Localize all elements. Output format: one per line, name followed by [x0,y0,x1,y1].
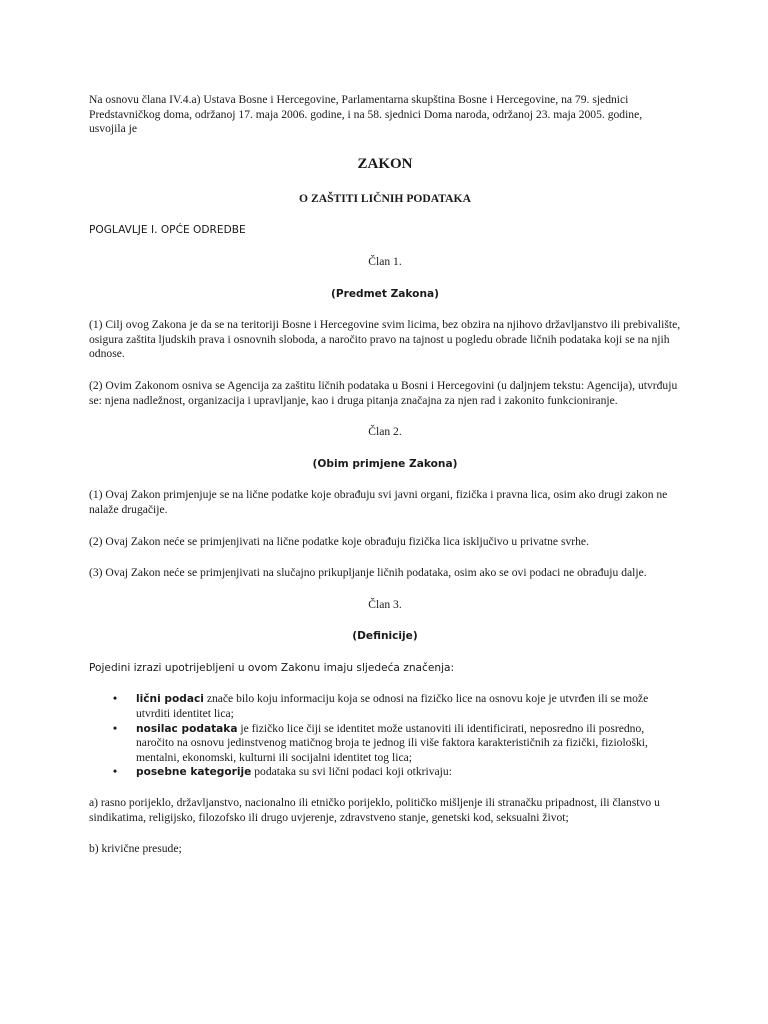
article-2-heading: (Obim primjene Zakona) [312,457,458,470]
article-2-paragraph-2: (2) Ovaj Zakon neće se primjenjivati na lične podatke koje obrađuju fizička lica isključivo u privatne svrhe. [89,534,589,548]
subitem-a: a) rasno porijeklo, državljanstvo, nacionalno ili etničko porijeklo, političko mišljenje ili stranačku pripadnost, ili članstvo u sindikatima, religijsko, filozofsko ili drugo uvjerenje, zdravstveno stanje, genetski kod, seksualni život; [89,796,660,824]
chapter-heading: POGLAVLJE I. OPĆE ODREDBE [89,224,246,237]
article-3-heading: (Definicije) [352,630,418,643]
document-page [89,93,681,874]
subitem-b: b) krivične presude; [89,842,182,856]
article-3-lead: Pojedini izrazi upotrijebljeni u ovom Zakonu imaju sljedeća značenja: [89,661,455,674]
article-1-number: Član 1. [368,254,402,268]
law-title: ZAKON [357,155,413,172]
article-1-paragraph-2: (2) Ovim Zakonom osniva se Agencija za zaštitu ličnih podataka u Bosni i Hercegovini (u daljnjem tekstu: Agencija), utvrđuju se: njena nadležnost, organizacija i upravljanje, kao i druga pitanja značajna za njen rad i zakonito funkcioniranje. [89,378,678,407]
definition-text: je fizičko lice čiji se identitet može ustanoviti ili identificirati, neposredno ili posredno, naročito na osnovu jedinstvenog matičnog broja te jednog ili više faktora karakterističnih za fizički, fiziološki, mentalni, ekonomski, kulturni ili socijalni identitet tog lica; [136,721,648,764]
definitions-list [89,692,681,780]
definition-term: posebne kategorije [136,766,252,779]
definition-term: lični podaci [136,693,204,706]
article-2-paragraph-3: (3) Ovaj Zakon neće se primjenjivati na slučajno prikupljanje ličnih podataka, osim ako se ovi podaci ne obrađuju dalje. [89,566,647,580]
definition-item [113,692,681,721]
intro-paragraph: Na osnovu člana IV.4.a) Ustava Bosne i Hercegovine, Parlamentarna skupština Bosne i Hercegovine, na 79. sjednici Predstavničkog doma, održanoj 17. maja 2006. godine, i na 58. sjednici Doma naroda, održanoj 23. maja 2005. godine, usvojila je [89,93,643,136]
bullet-icon: • [113,692,118,706]
article-1-paragraph-1: (1) Cilj ovog Zakona je da se na teritoriji Bosne i Hercegovine svim licima, bez obzira na njihovo državljanstvo ili prebivalište, osigura zaštita ljudskih prava i osnovnih sloboda, a naročito pravo na tajnost u pogledu obrade ličnih podataka koji se na njih odnose. [89,318,681,361]
definition-text: znače bilo koju informaciju koja se odnosi na fizičko lice na osnovu koje je utvrđen ili se može utvrditi identitet lica; [136,692,649,721]
article-3-number: Član 3. [368,597,402,611]
definition-text: podataka su svi lični podaci koji otkrivaju: [251,765,452,779]
article-2-number: Član 2. [368,425,402,439]
bullet-icon: • [113,765,118,779]
article-1-heading: (Predmet Zakona) [331,287,439,300]
law-subtitle: O ZAŠTITI LIČNIH PODATAKA [299,191,471,205]
article-2-paragraph-1: (1) Ovaj Zakon primjenjuje se na lične podatke koje obrađuju svi javni organi, fizička i pravna lica, osim ako drugi zakon ne nalaže drugačije. [89,488,668,516]
definition-item [113,721,681,766]
definition-item [113,765,681,780]
definition-term: nosilac podataka [136,722,238,735]
bullet-icon: • [113,721,118,735]
